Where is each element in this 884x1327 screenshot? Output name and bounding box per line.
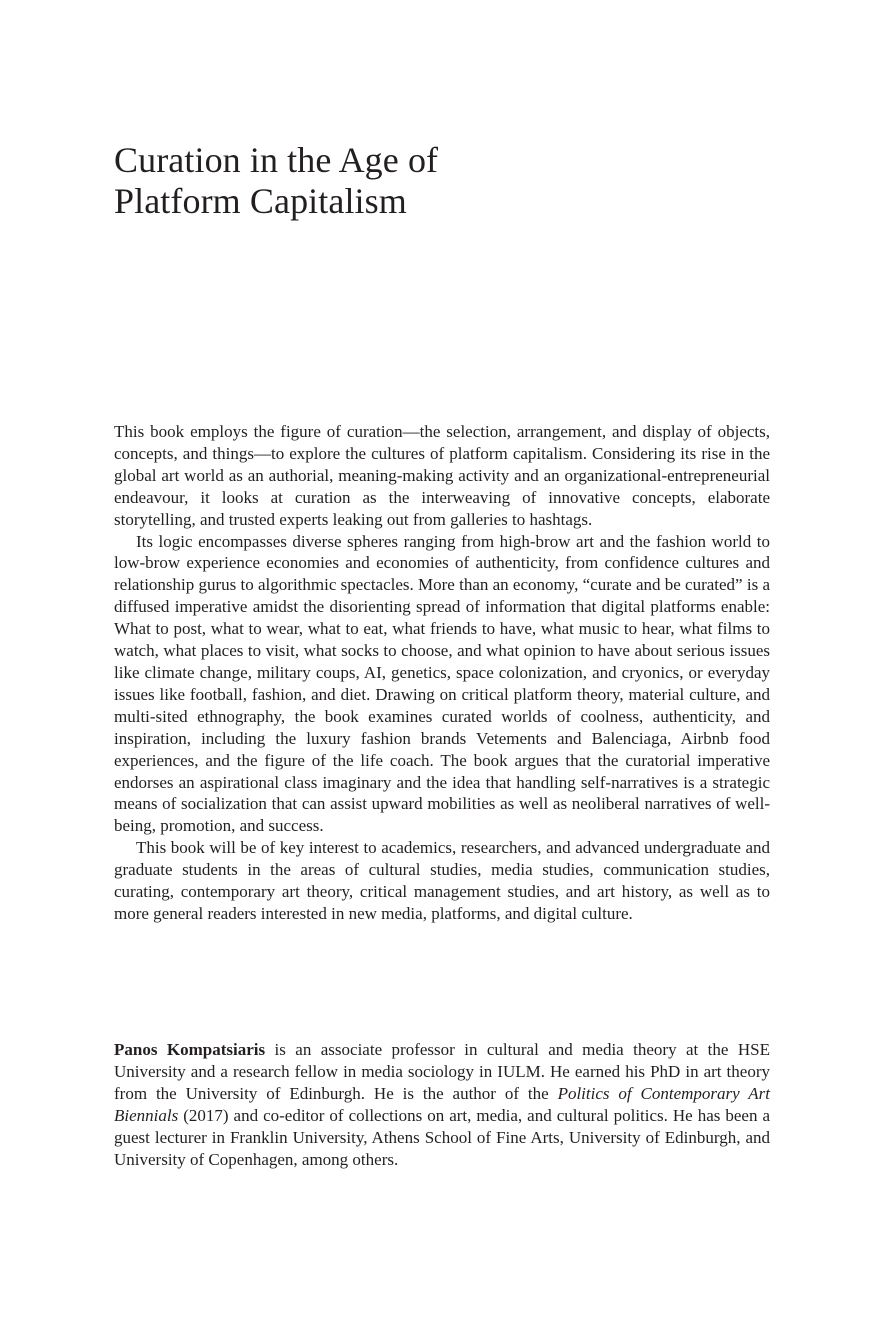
description-paragraph-1: This book employs the figure of curation—the selection, arrangement, and display of objects, concepts, and things—to explore the cultures of platform capitalism. Considering its rise in the global art world as an authorial, meaning-making activity and an organizational-entrepreneurial endeavour, it looks at curation as the interweaving of innovative concepts, elaborate storytelling, and trusted experts leaking out from galleries to hashtags.: [114, 422, 770, 529]
author-bio: [114, 1039, 770, 1170]
author-book-title: Politics of Contemporary Art Biennials: [114, 1083, 770, 1125]
book-description: [114, 421, 770, 925]
description-paragraph-2: Its logic encompasses diverse spheres ranging from high-brow art and the fashion world to low-brow experience economies and economies of authenticity, from confidence cultures and relationship gurus to algorithmic spectacles. More than an economy, “curate and be curated” is a diffused imperative amidst the disorienting spread of information that digital platforms enable: What to post, what to wear, what to eat, what friends to have, what music to hear, what films to watch, what places to visit, what socks to choose, and what opinion to have about serious issues like climate change, military coups, AI, genetics, space colonization, and cryonics, or everyday issues like football, fashion, and diet. Drawing on critical platform theory, material culture, and multi-sited ethnography, the book examines curated worlds of coolness, authenticity, and inspiration, including the luxury fashion brands Vetements and Balenciaga, Airbnb food experiences, and the figure of the life coach. The book argues that the curatorial imperative endorses an aspirational class imaginary and the idea that handling self-narratives is a strategic means of socialization that can assist upward mobilities as well as neoliberal narratives of well-being, promotion, and success.: [114, 531, 770, 836]
author-bio-text-2: (2017) and co-editor of collections on art, media, and cultural politics. He has been a guest lecturer in Franklin University, Athens School of Fine Arts, University of Edinburgh, and University of Copenhagen, among others.: [114, 1105, 770, 1169]
book-title-line-2: Platform Capitalism: [114, 181, 407, 221]
book-title: [114, 140, 774, 222]
description-paragraph-3: This book will be of key interest to academics, researchers, and advanced undergraduate and graduate students in the areas of cultural studies, media studies, communication studies, curating, contemporary art theory, critical management studies, and art history, as well as to more general readers interested in new media, platforms, and digital culture.: [114, 838, 770, 923]
author-bio-text-1: is an associate professor in cultural and media theory at the HSE University and a research fellow in media sociology in IULM. He earned his PhD in art theory from the University of Edinburgh. He is the author of the: [114, 1040, 770, 1103]
author-name: Panos Kompatsiaris: [114, 1040, 266, 1059]
book-title-line-1: Curation in the Age of: [114, 140, 439, 180]
